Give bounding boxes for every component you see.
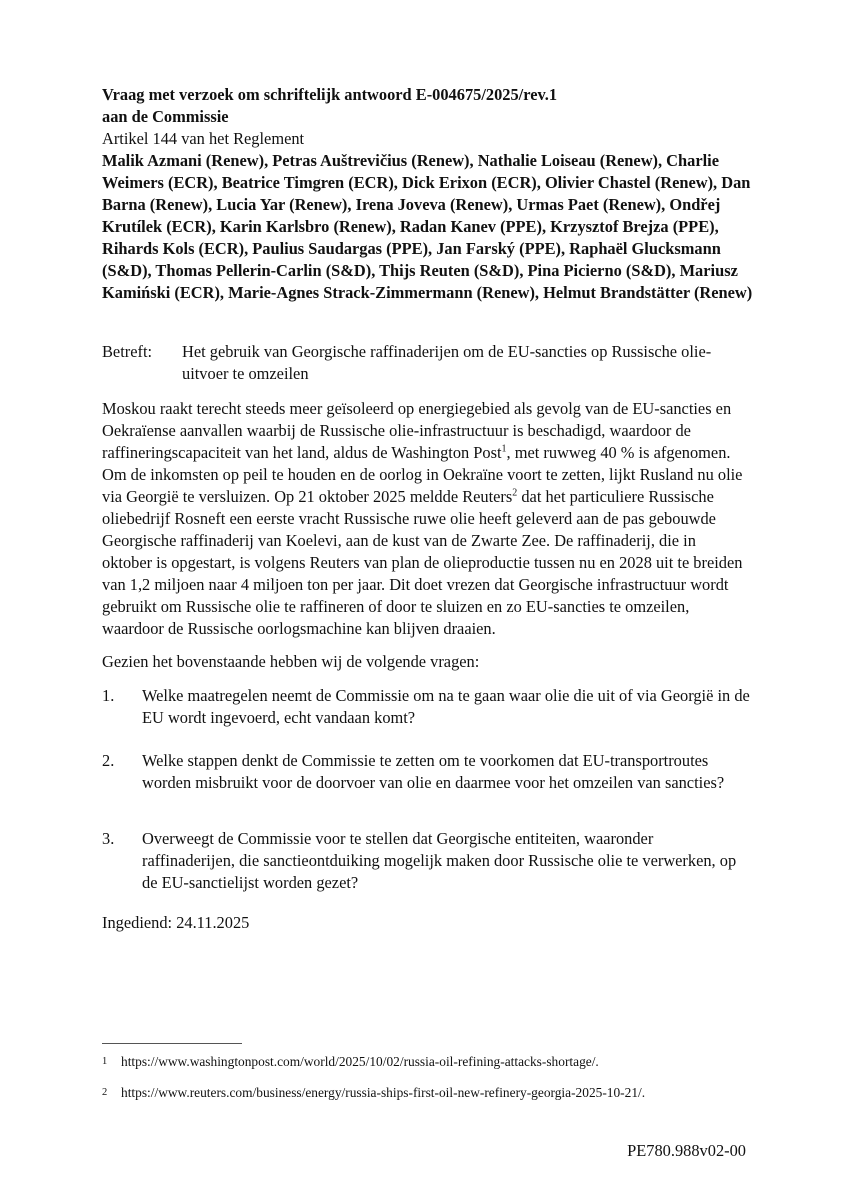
authors-list: Malik Azmani (Renew), Petras Auštrevičius (Renew), Nathalie Loiseau (Renew), Charlie Weimers (ECR), Beatrice Timgren (ECR), Dick Erixon (ECR), Olivier Chastel (Renew), Dan Barna (Renew), Lucia Yar (Renew), Irena Joveva (Renew), Urmas Paet (Renew), Ondřej Krutílek (ECR), Karin Karlsbro (Renew), Radan Kanev (PPE), Krzysztof Brejza (PPE), Rihards Kols (ECR), Paulius Saudargas (PPE), Jan Farský (PPE), Raphaël Glucksmann (S&D), Thomas Pellerin-Carlin (S&D), Thijs Reuten (S&D), Pina Picierno (S&D), Mariusz Kamiński (ECR), Marie-Agnes Strack-Zimmermann (Renew), Helmut Brandstätter (Renew) bbox=[102, 151, 753, 302]
footnote-ref-1[interactable]: 1 bbox=[501, 443, 507, 455]
question-text: Overweegt de Commissie voor te stellen dat Georgische entiteiten, waaronder raffinaderijen, die sanctieontduiking mogelijk maken door Russische olie te verwerken, op de EU-sanctielijst worden gezet? bbox=[142, 829, 737, 892]
submission-date: Ingediend: 24.11.2025 bbox=[102, 913, 250, 932]
lead-in-paragraph: Gezien het bovenstaande hebben wij de volgende vragen: bbox=[102, 652, 480, 671]
question-number: 3. bbox=[102, 829, 115, 848]
footnote-link[interactable]: https://www.reuters.com/business/energy/russia-ships-first-oil-new-refinery-georgia-2025-10-21/. bbox=[121, 1085, 646, 1100]
intro-paragraph bbox=[102, 398, 750, 640]
question-text: Welke maatregelen neemt de Commissie om na te gaan waar olie die uit of via Georgië in de EU wordt ingevoerd, echt vandaan komt? bbox=[142, 686, 750, 727]
question-number: 1. bbox=[102, 686, 115, 705]
question-header bbox=[102, 84, 762, 304]
rule-reference: Artikel 144 van het Reglement bbox=[102, 129, 305, 148]
subject-label: Betreft: bbox=[102, 342, 153, 361]
footnote-number: 2 bbox=[102, 1087, 108, 1098]
intro-part-3: dat het particuliere Russische oliebedrijf Rosneft een eerste vracht Russische ruwe olie heeft geleverd aan de pas gebouwde Georgische raffinaderij van Koelevi, aan de kust van de Zwarte Zee. De raffinaderij, die in oktober is opgestart, is volgens Reuters van plan de olieproductie tussen nu en 2028 uit te breiden van 1,2 miljoen naar 4 miljoen ton per jaar. Dit doet vrezen dat Georgische infrastructuur wordt gebruikt om Russische olie te raffineren of door te sluizen en zo EU-sancties te omzeilen, waardoor de Russische oorlogsmachine kan blijven draaien. bbox=[102, 487, 743, 638]
footnote-link[interactable]: https://www.washingtonpost.com/world/2025/10/02/russia-oil-refining-attacks-shortage/. bbox=[121, 1054, 599, 1069]
intro-part-1: Moskou raakt terecht steeds meer geïsoleerd op energiegebied als gevolg van de EU-sancties en Oekraïense aanvallen waarbij de Russische olie-infrastructuur is beschadigd, waardoor de raffineringscapaciteit van het land, aldus de Washington Post bbox=[102, 399, 732, 462]
footnote-ref-2[interactable]: 2 bbox=[512, 487, 518, 499]
footnote-divider bbox=[102, 1043, 242, 1044]
subject-text: Het gebruik van Georgische raffinaderijen om de EU-sancties op Russische olie-uitvoer te omzeilen bbox=[182, 342, 712, 383]
question-title: Vraag met verzoek om schriftelijk antwoord E-004675/2025/rev.1 bbox=[102, 85, 558, 104]
question-text: Welke stappen denkt de Commissie te zetten om te voorkomen dat EU-transportroutes worden misbruikt voor de doorvoer van olie en daarmee voor het omzeilen van sancties? bbox=[142, 751, 725, 792]
intro-part-2: , met ruwweg 40 % is afgenomen. Om de inkomsten op peil te houden en de oorlog in Oekraïne voort te zetten, lijkt Rusland nu olie via Georgië te versluizen. Op 21 oktober 2025 meldde Reuters bbox=[102, 443, 743, 506]
question-number: 2. bbox=[102, 751, 115, 770]
footnote-number: 1 bbox=[102, 1056, 108, 1067]
addressee: aan de Commissie bbox=[102, 107, 229, 126]
document-reference: PE780.988v02-00 bbox=[627, 1141, 746, 1160]
